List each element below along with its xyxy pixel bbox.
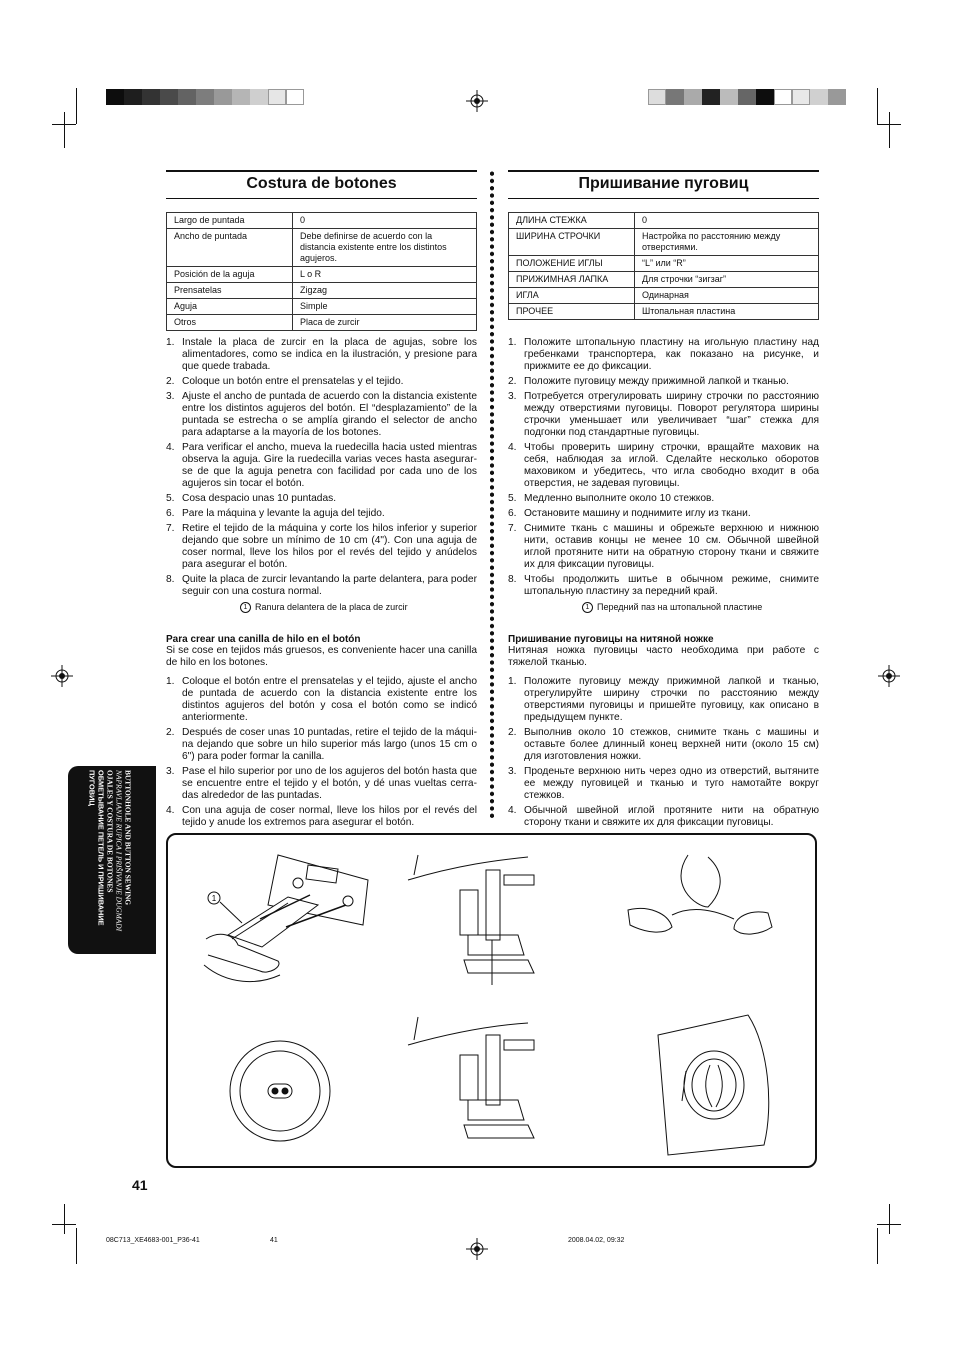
button-illustration [230,1041,330,1141]
step-text: Обычной швейной иглой протяните нити на обратную сторону ткани и свяжите их для фиксации пуговицы. [524,805,819,828]
step-text: Выполнив около 10 стежков, снимите ткань с машины и оставьте более длинный конец верхней нити (около 15 см) для изготовления ножки. [524,727,819,762]
step-item [166,676,477,724]
step-text: Потребуется отрегулировать ширину строчки по расстоянию между отверстиями пуговицы. Поворот регулятора ширины строчки уменьшает или увеличивает “шаг” стежка для подгонки под стандартные пуговицы. [524,391,819,438]
note-text: Ranura delantera de la placa de zurcir [255,602,408,612]
step-item [508,376,819,388]
registration-mark-left [51,665,73,687]
setting-value: Simple [293,299,477,315]
illustration-frame [166,833,817,1168]
page-number: 41 [132,1177,148,1193]
settings-row [509,256,819,272]
step-number: 3. [166,766,175,777]
step-text: Положите штопальную пластину на игольную пластину над гребенками транспортера, как показано на рисунке, и прижмите ее до фиксации. [524,337,819,372]
note-number: 1 [582,602,593,613]
step-number: 2. [508,376,517,387]
step-item [166,376,477,388]
step-text: Положите пуговицу между прижимной лапкой и тканью, отрегулируйте ширину строчки по расстоянию между отверстиями пуговицы и пришейте пуговицу, как описано в предыдущем пункте. [524,676,819,723]
setting-value: 0 [293,213,477,229]
figure-note [166,601,477,614]
ru-subsection-title: Пришивание пуговицы на нитяной ножке [508,634,714,645]
setting-name: ИГЛА [509,288,635,304]
settings-row [509,288,819,304]
ru-subsection [508,634,819,669]
footer-file: 08C713_XE4683-001_P36-41 [106,1237,200,1244]
step-text: Проденьте верхнюю нить через одно из отверстий, вытяните ее между пуговицей и тканью и туго намотайте вокруг стежков. [524,766,819,801]
step-text: Con una aguja de coser normal, lleve los hilos por el revés del tejido y anude los extremos para asegurar el botón. [182,805,477,828]
step-number: 3. [166,391,175,402]
es-sub-steps-list [166,676,477,832]
side-tab-line-hr: NAPRAVLJANJE RUPICA I PRIŠIVANJE DUGMADI [114,770,124,932]
column-divider [489,170,495,820]
footer-date: 2008.04.02, 09:32 [568,1237,625,1244]
step-text: Quite la placa de zurcir levantando la parte delantera, para poder seguir con una costura normal. [182,574,477,597]
step-number: 2. [166,376,175,387]
step-text: Остановите машину и поднимите иглу из ткани. [524,508,751,519]
step-text: Снимите ткань с машины и обрежьте верхнюю и нижнюю нити, оставив концы не менее 10 см. Обычной швейной иглой протяните нити на обратную сторону ткани и свяжите их для фиксации пуговицы. [524,523,819,570]
setting-name: ПРОЧЕЕ [509,304,635,320]
settings-row [509,304,819,320]
side-tab-line-en: BUTTONHOLE AND BUTTON SEWING [123,770,133,906]
step-item [166,574,477,598]
step-number: 2. [508,727,517,738]
step-number: 3. [508,766,517,777]
setting-value: Штопальная пластина [635,304,819,320]
settings-row [167,299,477,315]
step-text: Pare la máquina y levante la aguja del tejido. [182,508,385,519]
chapter-side-tab-text [88,770,133,950]
setting-value: L o R [293,267,477,283]
es-subsection-title: Para crear una canilla de hilo en el botón [166,634,361,645]
step-item [166,493,477,505]
registration-mark-right [878,665,900,687]
step-number: 2. [166,727,175,738]
setting-value: Debe definirse de acuerdo con la distancia existente entre los distintos agujeros. [293,229,477,267]
setting-name: ПРИЖИМНАЯ ЛАПКА [509,272,635,288]
note-number: 1 [240,602,251,613]
setting-value: Placa de zurcir [293,315,477,331]
step-item [508,442,819,490]
step-item [508,523,819,571]
setting-name: Otros [167,315,293,331]
setting-value: “L” или “R” [635,256,819,272]
step-text: Instale la placa de zurcir en la placa de agujas, sobre los alimentadores, como se indica en la ilustración, y presione para que quede trabada. [182,337,477,372]
figure-note [508,601,819,614]
darning-plate-illustration [204,855,368,982]
ru-subsection-intro: Нитяная ножка пуговицы часто необходима при работе с тяжелой тканью. [508,645,819,668]
es-subsection [166,634,477,669]
presser-foot-illustration-top [408,855,534,985]
setting-name: Ancho de puntada [167,229,293,267]
step-text: Pase el hilo superior por uno de los agujeros del botón hasta que se encuentre entre el tejido y el botón, y dé unas vueltas cerra-das alrededor de las puntadas. [182,766,477,801]
step-text: Retire el tejido de la máquina y corte los hilos inferior y superior dejando que sobre un mínimo de 10 cm (4"). Con una aguja de coser normal, lleve los hilos por el revés del tejido y anúdelos para asegurar el botón. [182,523,477,570]
step-item [508,337,819,373]
setting-name: Aguja [167,299,293,315]
step-item [508,727,819,763]
step-item [166,508,477,520]
settings-row [167,229,477,267]
ru-title-rule-top [508,170,819,172]
step-item [166,391,477,439]
step-number: 7. [166,523,175,534]
note-text: Передний паз на штопальной пластине [597,602,763,612]
step-item [508,766,819,802]
settings-row [167,213,477,229]
step-item [166,337,477,373]
fabric-button-illustration [658,1015,769,1155]
setting-value: 0 [635,213,819,229]
settings-row [509,272,819,288]
thread-shank-illustration [628,855,772,934]
ru-title-rule-bottom [508,198,819,199]
setting-name: Largo de puntada [167,213,293,229]
callout-label: 1 [211,894,217,903]
step-number: 4. [166,442,175,453]
step-item [166,766,477,802]
step-number: 1. [166,676,175,687]
ru-sub-steps-list [508,676,819,832]
step-item [166,727,477,763]
side-tab-line-es: OJALES Y COSTURA DE BOTONES [105,770,115,893]
step-item [166,805,477,829]
ru-settings-table [508,212,819,320]
step-text: Coloque un botón entre el prensatelas y el tejido. [182,376,404,387]
setting-name: Posición de la aguja [167,267,293,283]
step-number: 7. [508,523,517,534]
es-title-rule-bottom [166,198,477,199]
step-number: 1. [508,676,517,687]
step-text: Para verificar el ancho, mueva la ruedecilla hacia usted mientras observa la aguja. Gire la ruedecilla varias veces hasta asegurar-se de que la aguja penetra con facilidad por cada uno de los agujeros sin tocar el botón. [182,442,477,489]
step-number: 8. [166,574,175,585]
step-item [508,493,819,505]
registration-mark-bottom [466,1238,488,1260]
step-number: 4. [166,805,175,816]
step-text: Положите пуговицу между прижимной лапкой и тканью. [524,376,789,387]
settings-row [167,267,477,283]
settings-row [167,315,477,331]
step-number: 5. [508,493,517,504]
step-text: Después de coser unas 10 puntadas, retire el tejido de la máqui-na dejando que sobre un hilo superior más largo (unos 15 cm o 6") para poder formar la canilla. [182,727,477,762]
setting-value: Настройка по расстоянию между отверстиями. [635,229,819,256]
step-number: 6. [166,508,175,519]
step-text: Ajuste el ancho de puntada de acuerdo con la distancia existente entre los distintos agujeros del botón. El “desplazamiento” de la puntada se estrecha o se amplía girando el selector de ancho para adaptarse a la mayoría de los botones. [182,391,477,438]
setting-value: Zigzag [293,283,477,299]
step-number: 1. [166,337,175,348]
step-number: 8. [508,574,517,585]
step-item [508,508,819,520]
step-text: Медленно выполните около 10 стежков. [524,493,715,504]
setting-name: ДЛИНА СТЕЖКА [509,213,635,229]
side-tab-line-ru: ОБМЕТЫВАНИЕ ПЕТЕЛЬ И ПРИШИВАНИЕ ПУГОВИЦ [87,770,106,926]
settings-row [509,229,819,256]
step-number: 3. [508,391,517,402]
step-item [166,442,477,490]
step-number: 4. [508,805,517,816]
settings-row [167,283,477,299]
step-item [508,805,819,829]
setting-value: Для строчки “зигзаг” [635,272,819,288]
step-item [508,676,819,724]
step-text: Чтобы проверить ширину строчки, вращайте маховик на себя, наблюдая за иглой. Сделайте несколько оборотов маховиком и убедитесь, что игла свободно входит в оба отверстия, не задевая пуговицы. [524,442,819,489]
step-number: 5. [166,493,175,504]
es-steps-list [166,337,477,614]
step-text: Чтобы продолжить шитье в обычном режиме, снимите штопальную пластину за передний край. [524,574,819,597]
es-subsection-intro: Si se cose en tejidos más gruesos, es conveniente hacer una canilla de hilo en los botones. [166,645,477,668]
setting-value: Одинарная [635,288,819,304]
step-item [508,574,819,598]
setting-name: ПОЛОЖЕНИЕ ИГЛЫ [509,256,635,272]
step-number: 4. [508,442,517,453]
ru-steps-list [508,337,819,614]
step-number: 6. [508,508,517,519]
step-number: 1. [508,337,517,348]
es-title: Costura de botones [246,175,397,192]
settings-row [509,213,819,229]
presser-foot-illustration-bottom [408,1017,534,1138]
ru-title: Пришивание пуговиц [578,175,749,192]
step-text: Cosa despacio unas 10 puntadas. [182,493,337,504]
es-title-rule-top [166,170,477,172]
es-settings-table [166,212,477,331]
illustration-drawings [168,835,815,1166]
step-text: Coloque el botón entre el prensatelas y el tejido, ajuste el ancho de puntada de acuerdo con la distancia existente entre los distintos agujeros del botón y cosa el botón como se indicó anteriormente. [182,676,477,723]
setting-name: ШИРИНА СТРОЧКИ [509,229,635,256]
step-item [166,523,477,571]
footer-page: 41 [270,1237,278,1244]
step-item [508,391,819,439]
setting-name: Prensatelas [167,283,293,299]
registration-mark-top [466,90,488,112]
